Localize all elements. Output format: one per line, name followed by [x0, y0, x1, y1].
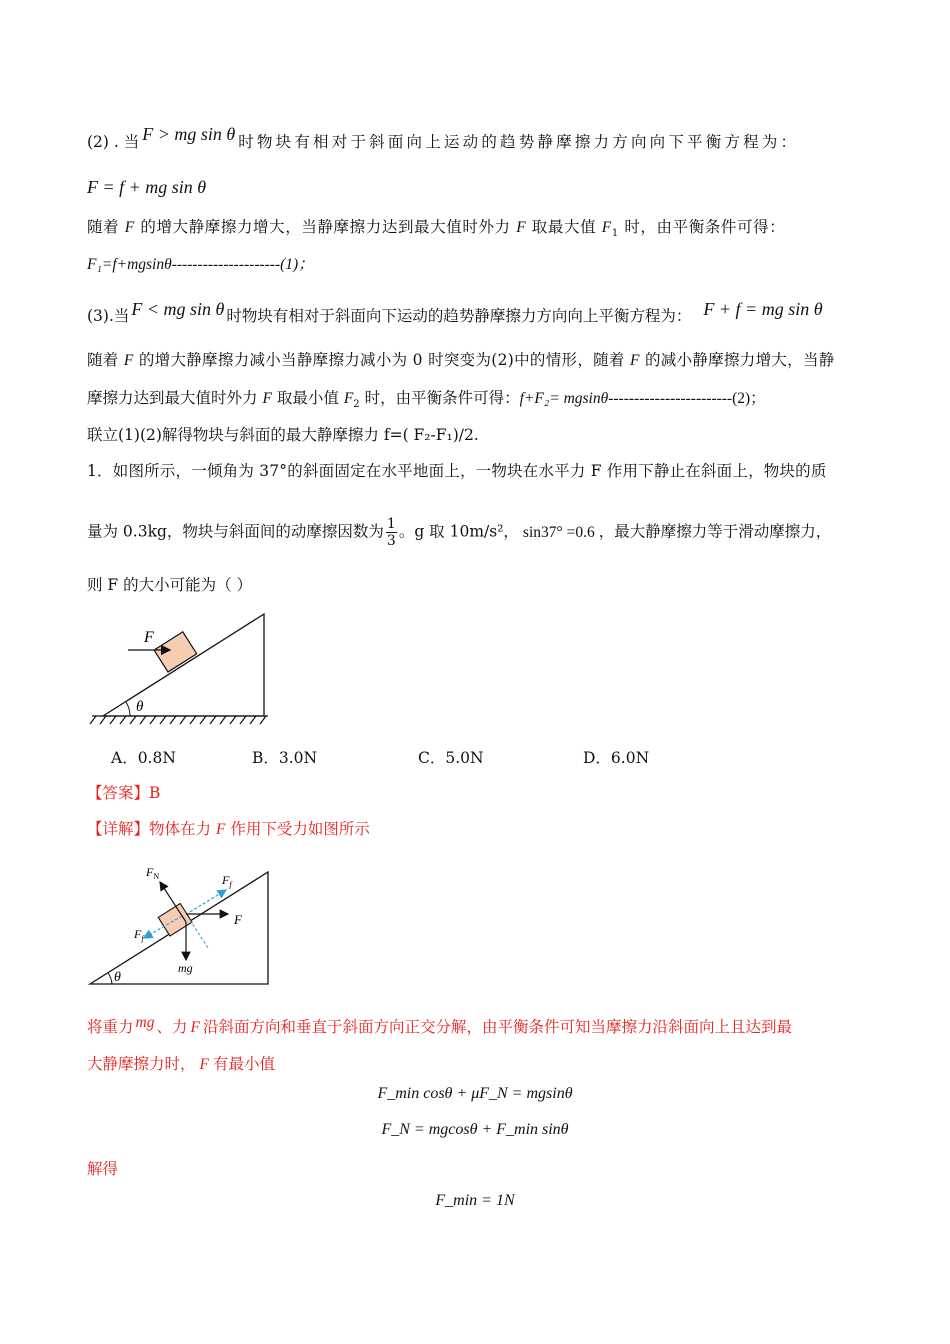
- case2-equation: F = f + mg sin θ: [87, 177, 207, 197]
- fn-label: $F_N$: [146, 865, 160, 881]
- friction-up-arrow: [190, 890, 226, 912]
- case3-equation: F + f = mg sin θ: [703, 299, 823, 319]
- explain-line2: 大静摩擦力时， F 有最小值: [87, 1055, 275, 1073]
- detail-heading: 【详解】物体在力 F 作用下受力如图所示: [87, 820, 370, 838]
- theta-label: θ: [114, 970, 121, 985]
- combine-line: 联立(1)(2)解得物块与斜面的最大静摩擦力 f=( F₂-F₁)/2.: [87, 426, 479, 444]
- option-a[interactable]: A．0.8N: [111, 749, 176, 767]
- force-label: F: [144, 629, 154, 646]
- case3-line: (3).当 F < mg sin θ 时物块有相对于斜面向下运动的趋势静摩擦力方向向上平衡方程为： F + f = mg sin θ: [87, 299, 823, 325]
- angle-label: θ: [136, 699, 144, 715]
- equation-1: F₁=f+mgsinθ---------------------(1)；: [87, 256, 314, 273]
- angle-arc-2: [108, 973, 112, 984]
- fraction-one-third: $\frac{1}{3}$: [386, 516, 396, 549]
- answer: 【答案】B: [87, 784, 161, 802]
- block: [154, 632, 197, 672]
- ff-down-label: $F_f$: [134, 927, 144, 943]
- ff-up-label: $F_f$: [222, 873, 232, 889]
- incline-figure: [88, 610, 278, 725]
- angle-arc: [126, 702, 130, 716]
- question-line2: 量为 0.3kg，物块与斜面间的动摩擦因数为 $\frac{1}{3}$ 。g 取 10m/s²， sin37° =0.6 ，最大静摩擦力等于滑动摩擦力，: [87, 516, 832, 549]
- paragraph-1: 随着 F 的增大静摩擦力增大，当静摩擦力达到最大值时外力 F 取最大值 $F_1$ 时，由平衡条件可得：: [87, 218, 786, 240]
- option-d[interactable]: D．6.0N: [583, 749, 650, 767]
- option-c[interactable]: C．5.0N: [418, 749, 484, 767]
- case3-condition: F < mg sin θ: [131, 299, 225, 319]
- paragraph-2-line2: 摩擦力达到最大值时外力 F 取最小值 $F_2$ 时，由平衡条件可得：f+F₂= mgsinθ------------------------(2)；: [87, 389, 766, 411]
- f-label: F: [234, 912, 242, 927]
- case2-condition: F > mg sin θ: [142, 124, 236, 144]
- question-line3: 则 F 的大小可能为（ ）: [87, 576, 253, 594]
- formula-1: F_min cosθ + μF_N = mgsinθ: [377, 1085, 573, 1102]
- question-line1: 1．如图所示，一倾角为 37°的斜面固定在水平地面上，一物块在水平力 F 作用下静止在斜面上，物块的质: [87, 462, 827, 480]
- force-diagram: [86, 860, 276, 990]
- explain-line1: 将重力 mg 、力 F 沿斜面方向和垂直于斜面方向正交分解，由平衡条件可知当摩擦力沿斜面向上且达到最: [87, 1014, 792, 1036]
- paragraph-2-line1: 随着 F 的增大静摩擦力减小当静摩擦力减小为 0 时突变为(2)中的情形，随着 F 的减小静摩擦力增大，当静: [87, 351, 835, 369]
- formula-2: F_N = mgcosθ + F_min sinθ: [381, 1121, 569, 1138]
- option-b[interactable]: B．3.0N: [252, 749, 318, 767]
- case2-line: (2) . 当 F > mg sin θ 时物块有相对于斜面向上运动的趋势静摩擦力方向向下平衡方程为：: [87, 124, 800, 151]
- perpendicular-dashed-line: [190, 920, 208, 948]
- mg-label: mg: [178, 961, 193, 975]
- result-formula: F_min = 1N: [435, 1192, 515, 1209]
- solve-label: 解得: [87, 1160, 119, 1178]
- ground-hatching: [90, 716, 268, 724]
- incline-triangle: [103, 614, 264, 716]
